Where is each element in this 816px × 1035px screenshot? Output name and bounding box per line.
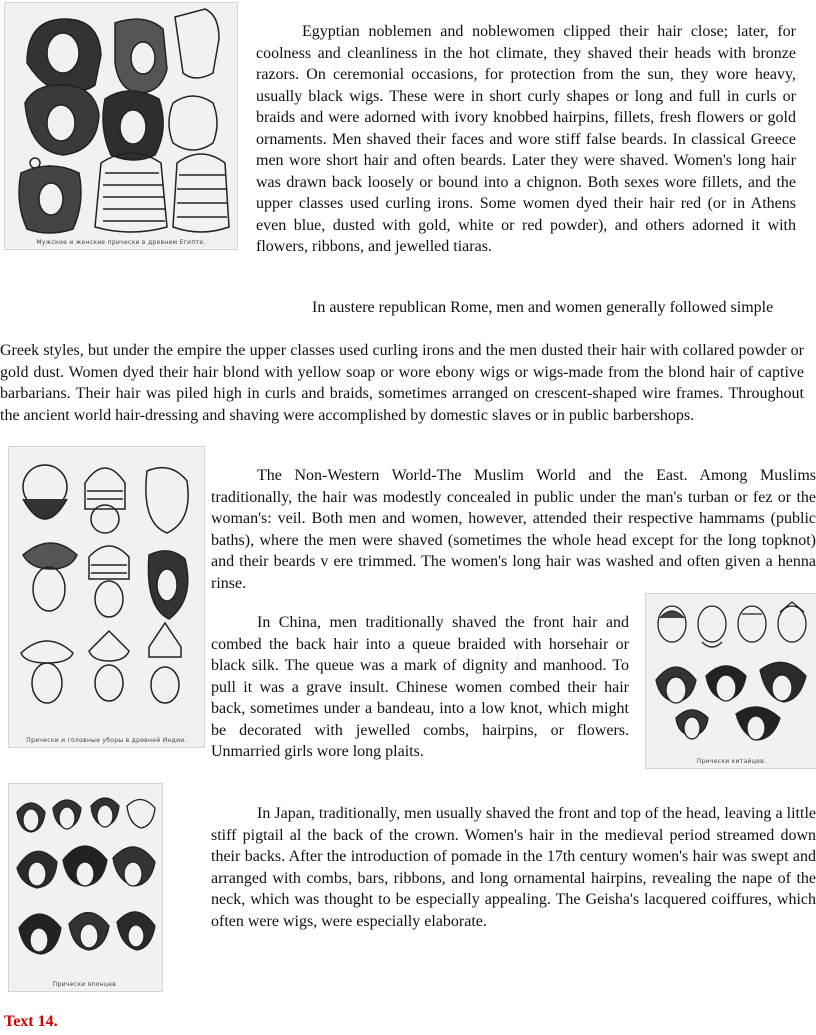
chinese-heads-icon [646, 594, 816, 768]
paragraph-egypt: Egyptian noblemen and noblewomen clipped their hair close; later, for coolness and cleanliness in the hot climate, they shaved their heads with bronze razors. On ceremonial occasions, for protection from the sun, they wore heavy, usually black wigs. These were in short curly shapes or long and full in curls or braids and were adorned with ivory knobbed hairpins, fillets, fresh flowers or gold ornaments. Men shaved their faces and wore stiff false beards. In classical Greece men wore short hair and often beards. Later they were shaved. Women's long hair was drawn back loosely or bound into a chignon. Both sexes wore fillets, and the upper classes used curling irons. Some women dyed their hair red (or in Athens even blue, dusted with gold, white or red powder), and others adorned it with flowers, ribbons, and jewelled tiaras. [256, 23, 796, 255]
paragraph-japan: In Japan, traditionally, men usually shaved the front and top of the head, leaving a little stiff pigtail al the back of the crown. Women's hair in the medieval period streamed down their backs. After the introduction of pomade in the 17th century women's hair was swept and arranged with combs, bars, ribbons, and long ornamental hairpins, revealing the nape of the neck, which was thought to be especially appealing. The Geisha's lacquered coiffures, which often were wigs, were especially elaborate. [211, 805, 816, 930]
paragraph-muslim-world: The Non-Western World-The Muslim World and the East. Among Muslims traditionally, the hair was modestly concealed in public under the man's turban or fez or the woman's: veil. Both men and women, however, attended their respective hammams (public baths), where the men were shaved (sometimes the whole head except for the long topknot) and their beards v ere trimmed. The women's long hair was washed and often given a henna rinse. [211, 467, 816, 592]
paragraph-china: In China, men traditionally shaved the front hair and combed the back hair into a queue braided with horsehair or black silk. The queue was a mark of dignity and manhood. To pull it was a grave insult. Chinese women combed their hair back, sometimes under a bandeau, into a low knot, which might be decorated with jewelled combs, hairpins, or flowers. Unmarried girls wore long plaits. [211, 614, 629, 760]
oriental-heads-icon [9, 447, 204, 747]
egypt-illustration [4, 2, 238, 250]
china-illustration [645, 593, 816, 769]
paragraph-rome-first-line: In austere republican Rome, men and women generally followed simple [312, 299, 774, 316]
paragraph-rome: Greek styles, but under the empire the upper classes used curling irons and the men dusted their hair with collared powder or gold dust. Women dyed their hair blond with yellow soap or wore ebony wigs or wigs-made from the blond hair of captive barbarians. Their hair was piled high in curls and braids, sometimes arranged on crescent-shaped wire frames. Throughout the ancient world hair-dressing and shaving were accomplished by domestic slaves or in public barbershops. [0, 342, 804, 424]
japan-illustration [8, 783, 163, 992]
japanese-heads-icon [9, 784, 162, 991]
figure-caption: Прически японцев. [52, 981, 119, 988]
egyptian-heads-icon [5, 3, 237, 249]
orient-illustration [8, 446, 205, 748]
figure-caption: Мужские и женские прически в древнем Египте. [36, 239, 206, 246]
text-number-label: Text 14. [4, 1013, 58, 1030]
figure-caption: Прически китайцев. [696, 758, 767, 765]
figure-caption: Прически и головные уборы в древней Индии. [26, 737, 187, 744]
